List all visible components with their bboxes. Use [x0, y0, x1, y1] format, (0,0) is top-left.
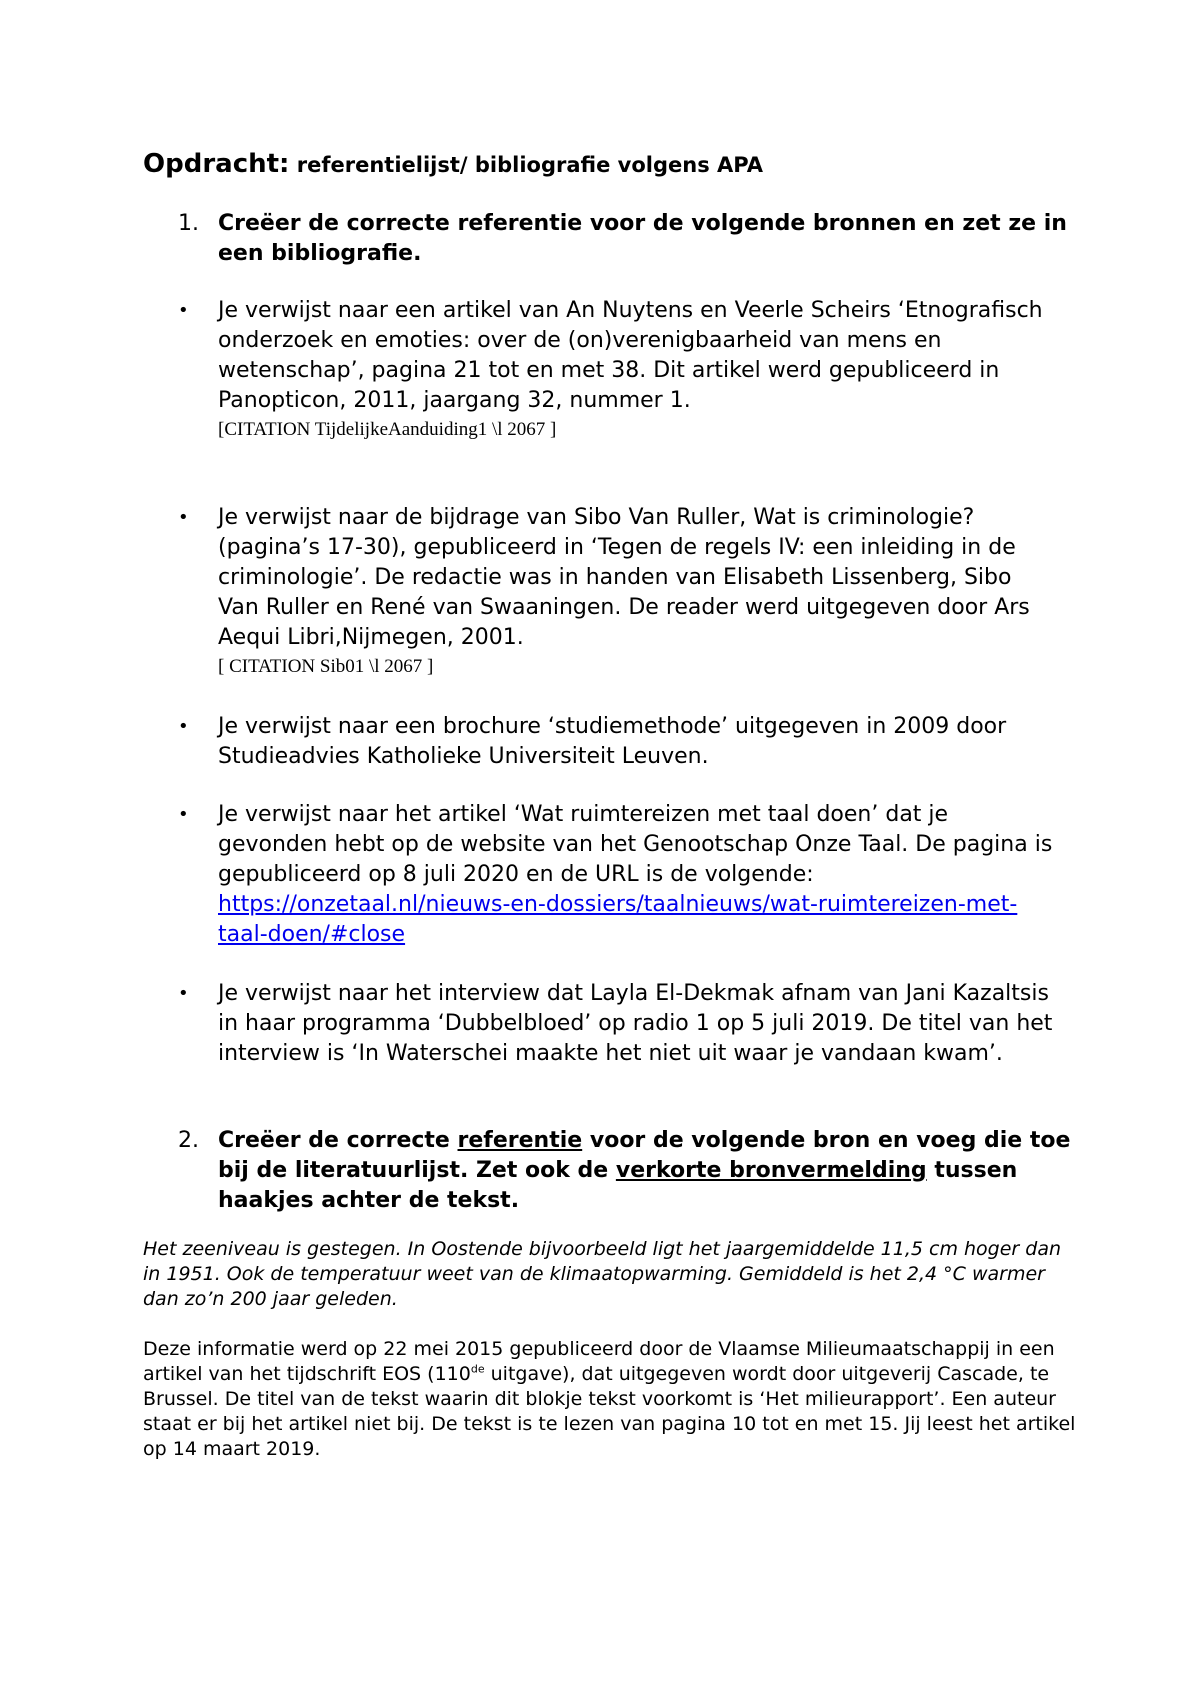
- bullet-icon: •: [178, 300, 189, 321]
- list-item-text: Je verwijst naar een brochure ‘studiemethode’ uitgegeven in 2009 door Studieadvies Katholieke Universiteit Leuven.: [218, 714, 1007, 769]
- list-item-text: Je verwijst naar een artikel van An Nuytens en Veerle Scheirs ‘Etnografisch onderzoek en emoties: over de (on)verenigbaarheid van mens en wetenschap’, pagina 21 tot en met 38. Dit artikel werd gepubliceerd in Panopticon, 2011, jaargang 32, nummer 1.: [218, 298, 1043, 413]
- title-subtitle: referentielijst/ bibliografie volgens APA: [296, 153, 763, 177]
- question-2-number: 2.: [178, 1128, 199, 1153]
- citation-field: [CITATION TijdelijkeAanduiding1 \l 2067 ]: [218, 419, 557, 440]
- quoted-text: Het zeeniveau is gestegen. In Oostende bijvoorbeeld ligt het jaargemiddelde 11,5 cm hoger dan in 1951. Ook de temperatuur weet van de klimaatopwarming. Gemiddeld is het 2,4 °C warmer dan zo’n 200 jaar geleden.: [143, 1238, 1062, 1310]
- question-2-part: voor de volgende bron en voeg die toe bij de literatuurlijst. Zet ook de: [218, 1128, 1071, 1183]
- question-2-part: Creëer de correcte: [218, 1128, 458, 1153]
- source-info-text: Deze informatie werd op 22 mei 2015 gepubliceerd door de Vlaamse Milieumaatschappij in een artikel van het tijdschrift EOS (110: [143, 1338, 1055, 1385]
- question-1-number: 1.: [178, 211, 199, 236]
- list-item-text: Je verwijst naar de bijdrage van Sibo Van Ruller, Wat is criminologie? (pagina’s 17-30), gepubliceerd in ‘Tegen de regels IV: een inleiding in de criminologie’. De redactie was in handen van Elisabeth Lissenberg, Sibo Van Ruller en René van Swaaningen. De reader werd uitgegeven door Ars Aequi Libri,Nijmegen, 2001.: [218, 505, 1030, 650]
- list-item-text: Je verwijst naar het interview dat Layla El-Dekmak afnam van Jani Kazaltsis in haar programma ‘Dubbelbloed’ op radio 1 op 5 juli 2019. De titel van het interview is ‘In Waterschei maakte het niet uit waar je vandaan kwam’.: [218, 981, 1053, 1066]
- source-info-text: uitgave), dat uitgegeven wordt door uitgeverij Cascade, te Brussel. De titel van de tekst waarin dit blokje tekst voorkomt is ‘Het milieurapport’. Een auteur staat er bij het artikel niet bij. De tekst is te lezen van pagina 10 tot en met 15. Jij leest het artikel op 14 maart 2019.: [143, 1363, 1076, 1460]
- list-item: [218, 712, 1058, 772]
- assignment-title: [143, 148, 763, 181]
- question-2-part: tussen haakjes achter de tekst.: [218, 1158, 1018, 1213]
- list-item: [218, 800, 1058, 950]
- title-main: Opdracht:: [143, 149, 290, 179]
- question-2-text: [218, 1126, 1098, 1216]
- list-item: [218, 296, 1058, 444]
- question-2-underlined: verkorte bronvermelding: [615, 1158, 927, 1183]
- bullet-icon: •: [178, 507, 189, 528]
- list-item: [218, 979, 1058, 1069]
- question-2-underlined: referentie: [457, 1128, 583, 1153]
- bullet-icon: •: [178, 983, 189, 1004]
- article-url-link[interactable]: https://onzetaal.nl/nieuws-en-dossiers/taalnieuws/wat-ruimtereizen-met-taal-doen/#close: [218, 892, 1018, 947]
- question-1-text: Creëer de correcte referentie voor de volgende bronnen en zet ze in een bibliografie.: [218, 211, 1067, 266]
- list-item: [218, 503, 1058, 681]
- bullet-icon: •: [178, 804, 189, 825]
- superscript: de: [470, 1362, 485, 1376]
- list-item-text: Je verwijst naar het artikel ‘Wat ruimtereizen met taal doen’ dat je gevonden hebt op de website van het Genootschap Onze Taal. De pagina is gepubliceerd op 8 juli 2020 en de URL is de volgende:: [218, 802, 1053, 887]
- citation-field: [ CITATION Sib01 \l 2067 ]: [218, 656, 434, 677]
- bullet-icon: •: [178, 716, 189, 737]
- source-info-paragraph: [143, 1337, 1083, 1462]
